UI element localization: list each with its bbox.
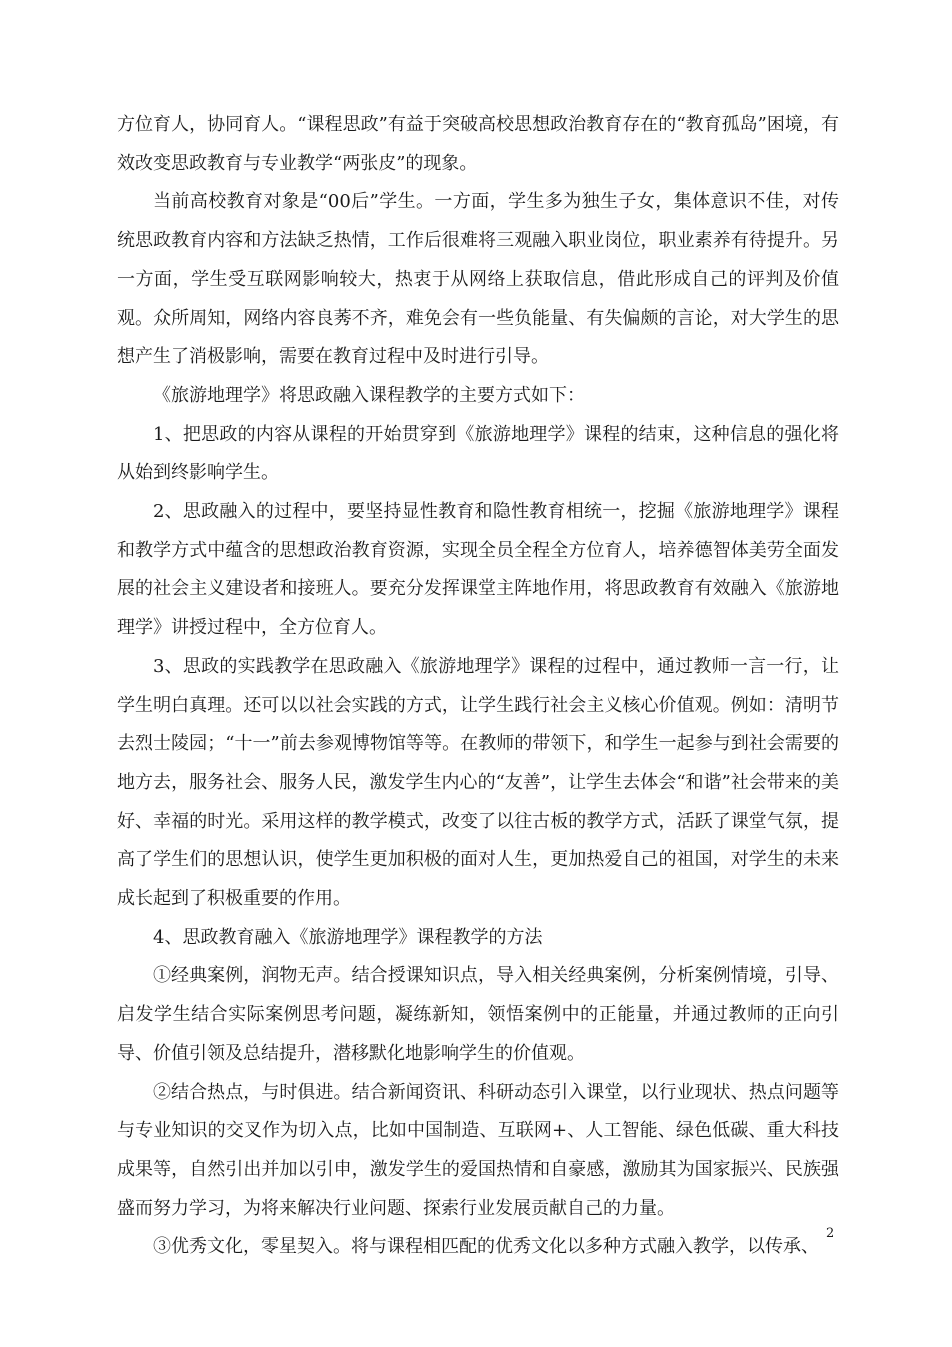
paragraph-method-culture: ③优秀文化，零星契入。将与课程相匹配的优秀文化以多种方式融入教学，以传承、 bbox=[153, 1236, 819, 1258]
paragraph-continuation: 方位育人，协同育人。“课程思政”有益于突破高校思想政治教育存在的“教育孤岛”困境，有效改变思政教育与专业教学“两张皮”的现象。 bbox=[117, 114, 839, 174]
paragraph-item-1: 1、把思政的内容从课程的开始贯穿到《旅游地理学》课程的结束，这种信息的强化将从始到终影响学生。 bbox=[117, 423, 839, 484]
paragraph-students-background: 当前高校教育对象是“00后”学生。一方面，学生多为独生子女，集体意识不佳，对传统思政教育内容和方法缺乏热情，工作后很难将三观融入职业岗位，职业素养有待提升。另一方面，学生受互联网影响较大，热衷于从网络上获取信息，借此形成自己的评判及价值观。众所周知，网络内容良莠不齐，难免会有一些负能量、有失偏颇的言论，对大学生的思想产生了消极影响，需要在教育过程中及时进行引导。 bbox=[117, 191, 839, 368]
body-text bbox=[117, 106, 839, 1267]
page-number: 2 bbox=[826, 1226, 835, 1241]
paragraph-method-cases: ①经典案例，润物无声。结合授课知识点，导入相关经典案例，分析案例情境，引导、启发学生结合实际案例思考问题，凝练新知，领悟案例中的正能量，并通过教师的正向引导、价值引领及总结提升，潜移默化地影响学生的价值观。 bbox=[117, 965, 839, 1064]
paragraph-method-hotspots: ②结合热点，与时俱进。结合新闻资讯、科研动态引入课堂，以行业现状、热点问题等与专业知识的交叉作为切入点，比如中国制造、互联网+、人工智能、绿色低碳、重大科技成果等，自然引出并加以引申，激发学生的爱国热情和自豪感，激励其为国家振兴、民族强盛而努力学习，为将来解决行业问题、探索行业发展贡献自己的力量。 bbox=[117, 1081, 839, 1219]
paragraph-item-2: 2、思政融入的过程中，要坚持显性教育和隐性教育相统一，挖掘《旅游地理学》课程和教学方式中蕴含的思想政治教育资源，实现全员全程全方位育人，培养德智体美劳全面发展的社会主义建设者和接班人。要充分发挥课堂主阵地作用，将思政教育有效融入《旅游地理学》讲授过程中，全方位育人。 bbox=[117, 501, 839, 639]
paragraph-item-3: 3、思政的实践教学在思政融入《旅游地理学》课程的过程中，通过教师一言一行，让学生明白真理。还可以以社会实践的方式，让学生践行社会主义核心价值观。例如：清明节去烈士陵园；“十一”前去参观博物馆等等。在教师的带领下，和学生一起参与到社会需要的地方去，服务社会、服务人民，激发学生内心的“友善”，让学生去体会“和谐”社会带来的美好、幸福的时光。采用这样的教学模式，改变了以往古板的教学方式，活跃了课堂气氛，提高了学生们的思想认识，使学生更加积极的面对人生，更加热爱自己的祖国，对学生的未来成长起到了积极重要的作用。 bbox=[117, 655, 839, 910]
paragraph-methods-intro: 《旅游地理学》将思政融入课程教学的主要方式如下： bbox=[153, 384, 585, 406]
paragraph-item-4-heading: 4、思政教育融入《旅游地理学》课程教学的方法 bbox=[153, 926, 543, 948]
